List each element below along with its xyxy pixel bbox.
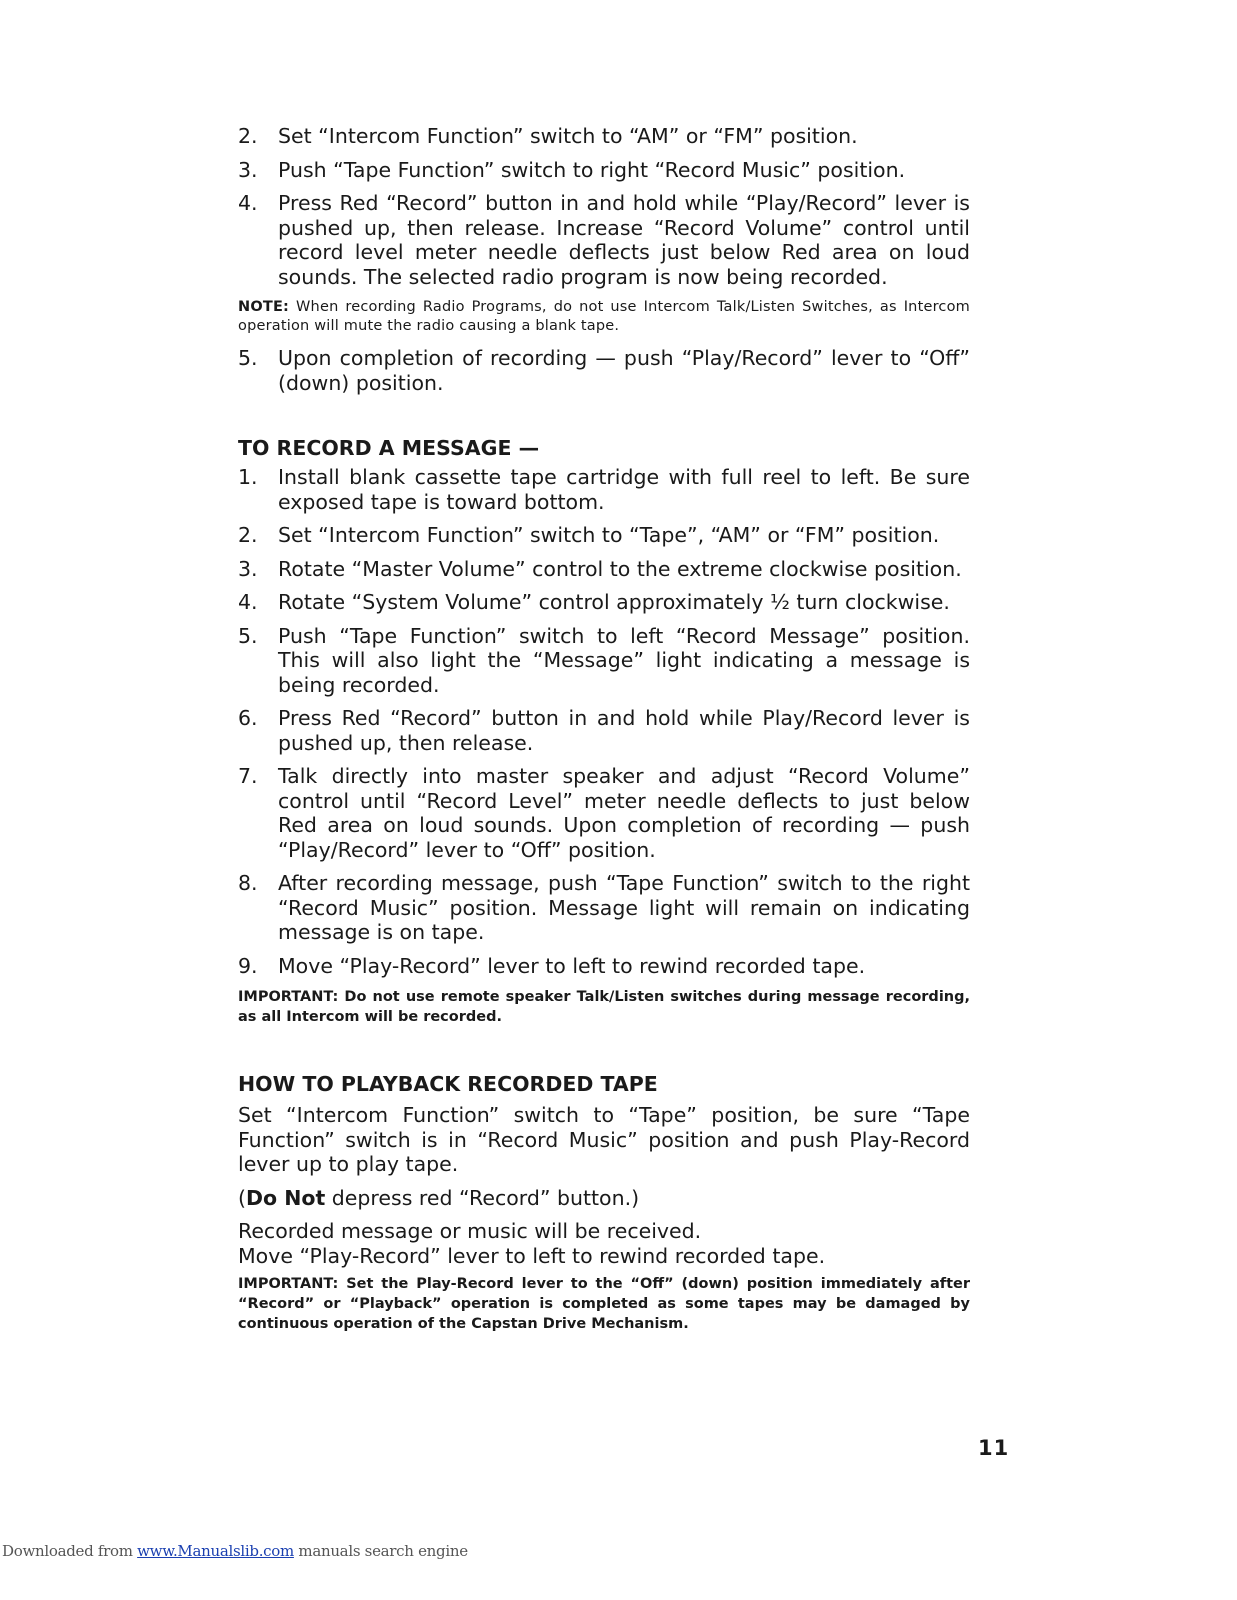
footer-prefix: Downloaded from [2,1542,138,1560]
list-item [238,346,970,395]
step-number: 6. [238,706,258,730]
important-note: IMPORTANT: Set the Play-Record lever to the “Off” (down) position immediately after “Record” or “Playback” operation is completed as some tapes may be damaged by continuous operation of the Capstan Drive Mechanism. [238,1276,970,1332]
list-item [238,465,970,514]
record-radio-steps [238,124,970,289]
manualslib-link[interactable]: www.Manualslib.com [137,1542,294,1560]
list-item [238,523,970,548]
step-text: Press Red “Record” button in and hold while Play/Record lever is pushed up, then release. [278,706,970,755]
footer-suffix: manuals search engine [293,1542,468,1560]
list-item [238,191,970,289]
manual-page [238,124,970,1334]
download-footer [2,1542,468,1560]
list-item [238,158,970,183]
do-not-emphasis: Do Not [246,1185,326,1210]
note-text: When recording Radio Programs, do not use Intercom Talk/Listen Switches, as Intercom operation will mute the radio causing a blank tape. [238,299,970,334]
do-not-text: depress red “Record” button.) [325,1185,640,1210]
step-number: 5. [238,346,258,370]
step-text: Rotate “Master Volume” control to the extreme clockwise position. [278,556,962,581]
section-heading-playback: HOW TO PLAYBACK RECORDED TAPE [238,1072,658,1096]
record-message-steps [238,465,970,978]
step-text: Set “Intercom Function” switch to “Tape”, “AM” or “FM” position. [278,523,940,547]
step-text: Push “Tape Function” switch to left “Record Message” position. This will also light the “Message” light indicating a message is being recorded. [278,623,970,697]
step-text: After recording message, push “Tape Function” switch to the right “Record Music” position. Message light will remain on indicating message is on tape. [278,871,970,944]
step-number: 1. [238,465,258,489]
section-heading-record-message: TO RECORD A MESSAGE — [238,436,540,460]
step-text: Set “Intercom Function” switch to “AM” or “FM” position. [278,124,858,148]
step-number: 8. [238,871,258,895]
step-text: Rotate “System Volume” control approximately ½ turn clockwise. [278,590,950,614]
playback-paragraph: Set “Intercom Function” switch to “Tape” position, be sure “Tape Function” switch is in “Record Music” position and push Play-Record lever up to play tape. [238,1103,970,1176]
step-number: 5. [238,623,258,648]
note-label: NOTE: [238,299,290,315]
step-number: 2. [238,523,258,547]
record-radio-steps-continued [238,346,970,395]
step-text: Press Red “Record” button in and hold while “Play/Record” lever is pushed up, then release. Increase “Record Volume” control until record level meter needle deflects just below Red area on loud sounds. The selected radio program is now being recorded. [278,191,970,289]
received-line: Recorded message or music will be received. [238,1219,702,1243]
list-item [238,590,970,615]
paren-open: ( [238,1185,246,1210]
list-item [238,624,970,698]
list-item [238,954,970,979]
list-item [238,557,970,582]
step-text: Talk directly into master speaker and adjust “Record Volume” control until “Record Level” meter needle deflects to just below Red area on loud sounds. Upon completion of recording — push “Play/Record” lever to “Off” position. [278,764,970,862]
rewind-line: Move “Play-Record” lever to left to rewind recorded tape. [238,1243,826,1268]
step-text: Upon completion of recording — push “Play/Record” lever to “Off” (down) position. [278,346,970,395]
do-not-paragraph [238,1186,970,1211]
step-text: Install blank cassette tape cartridge with full reel to left. Be sure exposed tape is toward bottom. [278,465,970,514]
list-item [238,124,970,149]
step-text: Move “Play-Record” lever to left to rewind recorded tape. [278,953,866,978]
list-item [238,871,970,945]
step-number: 3. [238,157,258,182]
step-number: 2. [238,124,258,148]
page-number: 11 [978,1436,1010,1460]
step-number: 9. [238,953,258,978]
note-paragraph [238,298,970,336]
step-number: 4. [238,191,258,215]
step-number: 4. [238,590,258,614]
received-paragraph [238,1219,970,1268]
important-note: IMPORTANT: Do not use remote speaker Talk/Listen switches during message recording, as all Intercom will be recorded. [238,989,970,1025]
step-text: Push “Tape Function” switch to right “Record Music” position. [278,157,906,182]
step-number: 3. [238,556,258,581]
list-item [238,764,970,862]
step-number: 7. [238,764,258,788]
list-item [238,706,970,755]
